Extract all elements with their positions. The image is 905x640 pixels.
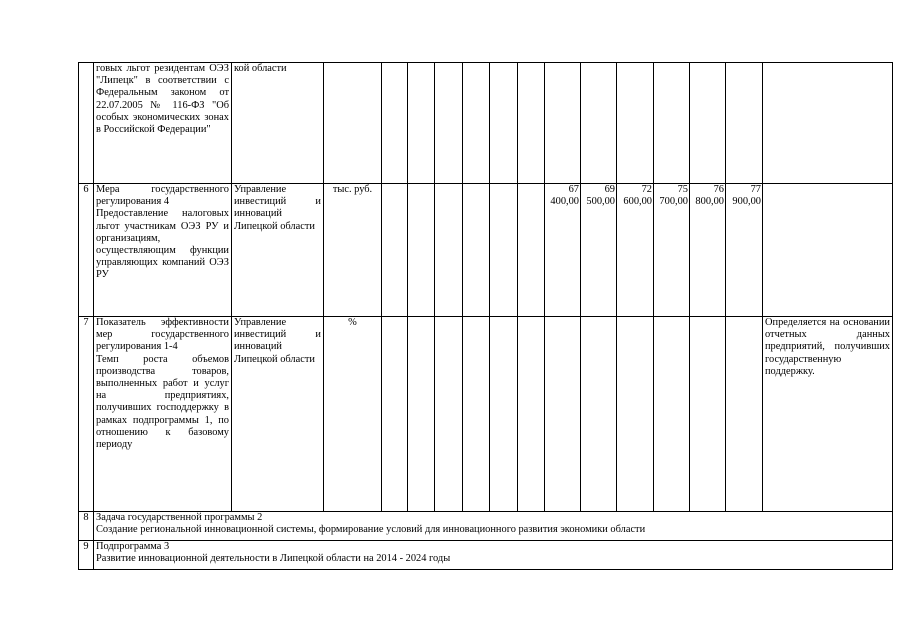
section-title [94,541,893,570]
year-value-cell: 67 400,00 [545,184,581,317]
year-value-cell [435,317,463,512]
note-cell: Определяется на основании отчетных данных предприятий, получивших государственную поддержку. [763,317,893,512]
program-table [78,62,893,570]
section-title [94,512,893,541]
section-heading: Задача государственной программы 2 [96,512,263,523]
year-value-cell [490,184,518,317]
table-row [79,317,893,512]
unit-cell: % [324,317,382,512]
year-value-cell [382,317,408,512]
year-value-cell [408,63,435,184]
section-row [79,512,893,541]
measure-name: говых льгот резидентам ОЭЗ "Липецк" в соответствии с Федеральным законом от 22.07.2005 № 116-ФЗ "Об особых экономических зонах в Российской Федерации" [94,63,232,184]
year-value-cell [690,63,726,184]
year-value-cell [463,63,490,184]
year-value-cell: 69 500,00 [581,184,617,317]
year-value-cell [654,63,690,184]
row-number: 9 [79,541,94,570]
year-value-cell [490,63,518,184]
executor-cell: Управление инвестиций и инноваций Липецкой области [232,184,324,317]
year-value-cell [654,317,690,512]
row-number: 6 [79,184,94,317]
section-row [79,541,893,570]
row-number: 8 [79,512,94,541]
row-number [79,63,94,184]
year-value-cell: 75 700,00 [654,184,690,317]
year-value-cell [545,63,581,184]
row-number: 7 [79,317,94,512]
year-value-cell [726,317,763,512]
year-value-cell [581,63,617,184]
year-value-cell [435,63,463,184]
measure-name: Показатель эффективности мер государственного регулирования 1-4 Темп роста объемов производства товаров, выполненных работ и услуг на предприятиях, получивших господдержку в рамках подпрограммы 1, по отношению к базовому периоду [94,317,232,512]
executor-cell: кой области [232,63,324,184]
year-value-cell [518,63,545,184]
year-value-cell [382,63,408,184]
section-heading: Подпрограмма 3 [96,541,170,552]
year-value-cell: 77 900,00 [726,184,763,317]
year-value-cell: 76 800,00 [690,184,726,317]
year-value-cell [382,184,408,317]
executor-cell: Управление инвестиций и инноваций Липецкой области [232,317,324,512]
year-value-cell [518,184,545,317]
section-description: Создание региональной инновационной системы, формирование условий для инновационного развития экономики области [96,524,646,536]
unit-cell: тыс. руб. [324,184,382,317]
year-value-cell [581,317,617,512]
year-value-cell [726,63,763,184]
year-value-cell [408,184,435,317]
table-row [79,63,893,184]
unit-cell [324,63,382,184]
year-value-cell [690,317,726,512]
year-value-cell: 72 600,00 [617,184,654,317]
year-value-cell [463,184,490,317]
measure-name: Мера государственного регулирования 4 Предоставление налоговых льгот участникам ОЭЗ РУ и организациям, осуществляющим функции управляющих компаний ОЭЗ РУ [94,184,232,317]
year-value-cell [617,317,654,512]
year-value-cell [408,317,435,512]
year-value-cell [463,317,490,512]
note-cell [763,63,893,184]
year-value-cell [545,317,581,512]
year-value-cell [617,63,654,184]
table-row [79,184,893,317]
section-description: Развитие инновационной деятельности в Липецкой области на 2014 - 2024 годы [96,553,451,565]
year-value-cell [518,317,545,512]
year-value-cell [490,317,518,512]
note-cell [763,184,893,317]
year-value-cell [435,184,463,317]
